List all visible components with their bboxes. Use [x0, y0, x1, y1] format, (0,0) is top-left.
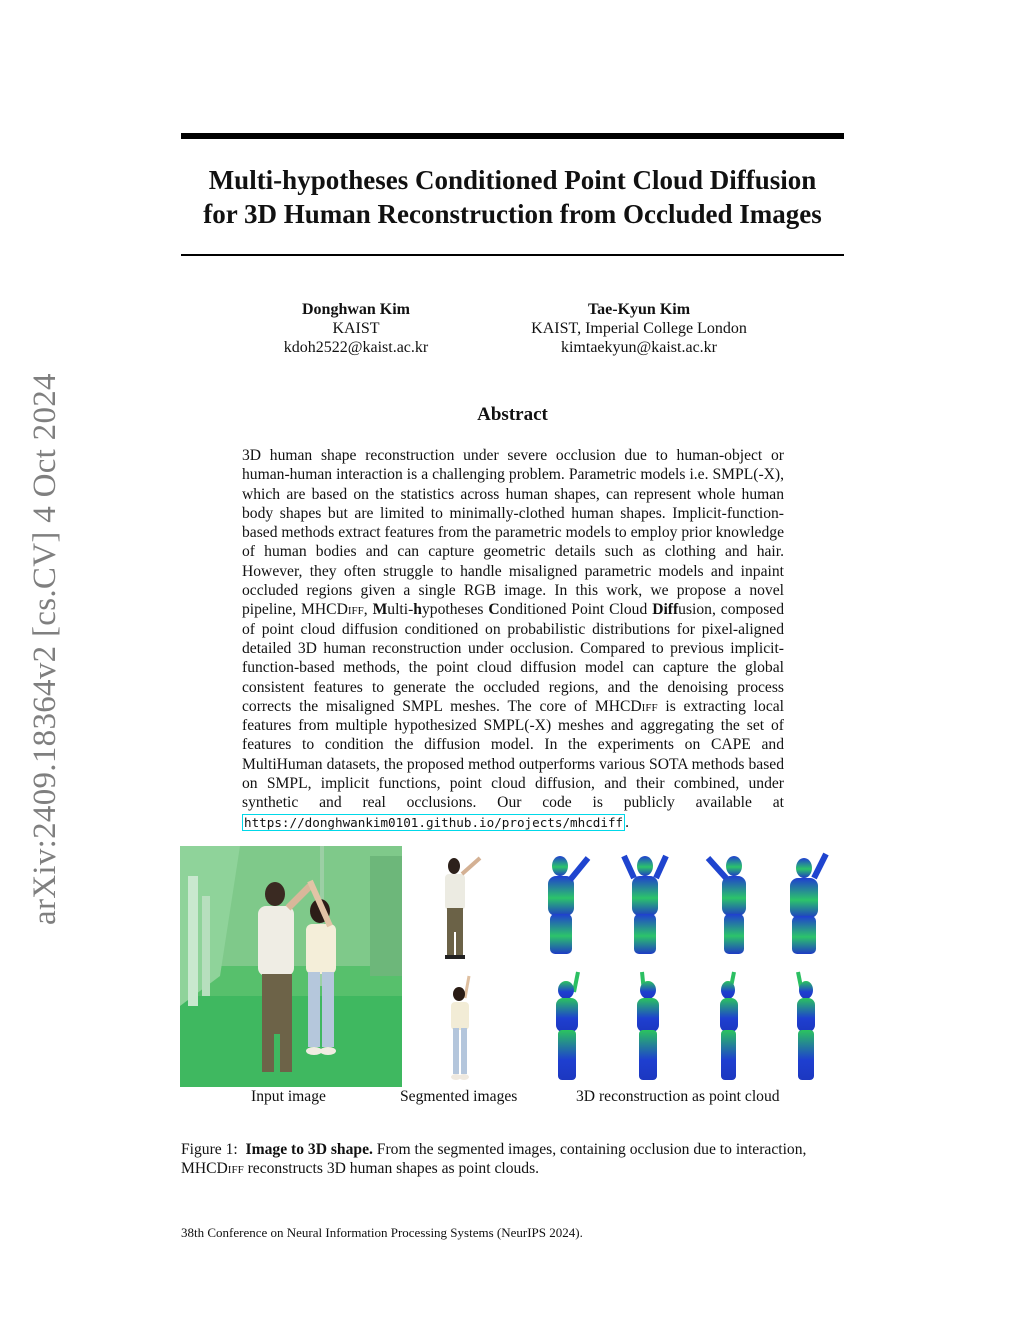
author-email[interactable]: kdoh2522@kaist.ac.kr [283, 339, 429, 356]
point-cloud-man-front [542, 850, 592, 958]
author-name: Tae-Kyun Kim [587, 301, 691, 318]
input-photo [180, 846, 402, 1087]
point-cloud-man-rear [780, 850, 830, 958]
figure-1 [180, 846, 844, 1090]
project-url-link[interactable]: https://donghwankim0101.github.io/projects/mhcdiff [244, 814, 624, 830]
acronym-letter: M [372, 601, 388, 619]
abstract-part: ulti- [387, 601, 414, 619]
caption-text: reconstructs 3D human shapes as point clouds. [243, 1160, 540, 1177]
abstract-part: ypotheses [421, 601, 489, 619]
caption-text: From the segmented images, containing occlusion due to interaction, [372, 1141, 807, 1158]
caption-title: Image to 3D shape. [245, 1141, 373, 1158]
abstract-part: . [625, 813, 630, 831]
figure-label-segmented: Segmented images [400, 1088, 518, 1105]
acronym-letter: Diff [652, 601, 679, 619]
point-cloud-man-side [704, 850, 754, 958]
abstract-part: 3D human shape reconstruction under severe occlusion due to human-object or human-human interaction is a challenging problem. Parametric models i.e. SMPL(-X), which are based on the statistics across human shapes, can represent whole human body shapes but are limited to minimally-clothed human shapes. Implicit-function-based methods extract features from the parametric models to employ prior knowledge of human bodies and can capture geometric details such as clothing and hair. However, they often struggle to handle misaligned parametric models and inpaint occluded regions given a single RGB image. In this work, we propose a novel pipeline, [242, 447, 784, 619]
method-name: MHCD [301, 601, 348, 619]
abstract-part: , [363, 601, 373, 619]
acronym-letter: C [488, 601, 500, 619]
method-name: MHCD [594, 697, 642, 715]
title-line-2: for 3D Human Reconstruction from Occluded Images [203, 199, 822, 229]
author-block-2 [489, 300, 789, 357]
method-name-smallcaps: iff [641, 697, 658, 715]
segmented-man-image [436, 852, 482, 962]
method-name-smallcaps: iff [347, 601, 364, 619]
acronym-letter: h [413, 601, 422, 619]
figure-label-3d: 3D reconstruction as point cloud [576, 1088, 780, 1105]
author-email[interactable]: kimtaekyun@kaist.ac.kr [560, 339, 718, 356]
author-affiliation: KAIST, Imperial College London [531, 320, 747, 337]
title-top-rule [181, 133, 844, 139]
author-affiliation: KAIST [332, 320, 380, 337]
figure-label-input: Input image [251, 1088, 326, 1105]
point-cloud-woman-back [628, 970, 668, 1082]
title-bottom-rule [181, 254, 844, 256]
abstract-part: onditioned Point Cloud [499, 601, 653, 619]
point-cloud-woman-rear [786, 970, 826, 1082]
figure-caption [181, 1140, 847, 1178]
abstract-text [242, 446, 784, 832]
author-name: Donghwan Kim [301, 301, 411, 318]
point-cloud-woman-side [708, 970, 748, 1082]
point-cloud-woman-front [548, 970, 588, 1082]
conference-footnote: 38th Conference on Neural Information Processing Systems (NeurIPS 2024). [181, 1225, 583, 1240]
arxiv-stamp: arXiv:2409.18364v2 [cs.CV] 4 Oct 2024 [27, 373, 63, 925]
caption-prefix: Figure 1: [181, 1141, 238, 1158]
abstract-part: usion, composed of point cloud diffusion conditioned on probabilistic distributions for pixel-aligned detailed 3D human reconstruction under occlusion. Compared to previous implicit-function-based methods, the point cloud diffusion model can capture the global consistent features to generate the occluded regions, and the denoising process corrects the misaligned SMPL meshes. The core of [242, 601, 785, 715]
method-name-smallcaps: iff [227, 1160, 244, 1177]
abstract-part: is extracting local features from multiple hypothesized SMPL(-X) meshes and aggregating the set of features to condition the diffusion model. In the experiments on CAPE and MultiHuman datasets, the proposed method outperforms various SOTA methods based on SMPL, implicit functions, point cloud diffusion, and their combined, under synthetic and real occlusions. Our code is publicly available at [242, 697, 784, 812]
segmented-woman-image [447, 974, 477, 1084]
method-name: MHCD [181, 1160, 228, 1177]
author-block-1 [206, 300, 506, 357]
point-cloud-man-back [620, 850, 670, 958]
abstract-heading: Abstract [477, 404, 548, 425]
paper-title [181, 163, 844, 231]
title-line-1: Multi-hypotheses Conditioned Point Cloud Diffusion [208, 165, 817, 195]
